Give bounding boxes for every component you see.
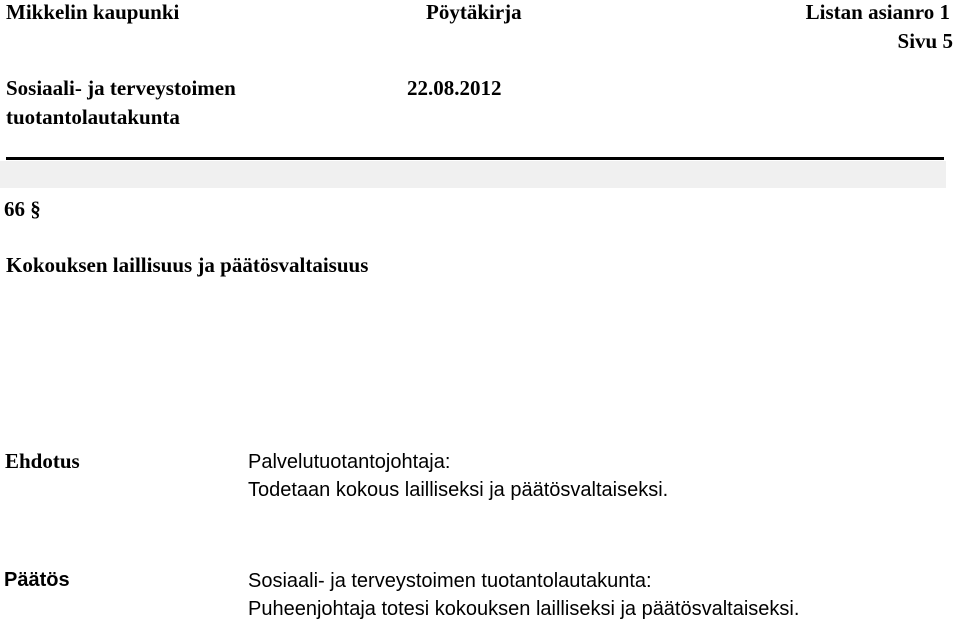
- page-number: Sivu 5: [897, 29, 953, 53]
- proposal-text-line2: Todetaan kokous lailliseksi ja päätösvaltaiseksi.: [248, 479, 669, 501]
- decision-label: Päätös: [4, 569, 70, 591]
- decision-text-line1: Sosiaali- ja terveystoimen tuotantolautakunta:: [248, 570, 652, 592]
- header-divider: [6, 157, 944, 160]
- municipality-name: Mikkelin kaupunki: [6, 0, 180, 24]
- list-item-number: Listan asianro 1: [805, 0, 950, 24]
- proposal-text-line1: Palvelutuotantojohtaja:: [248, 451, 451, 473]
- section-number: 66 §: [4, 197, 41, 221]
- shaded-band: [0, 161, 946, 188]
- decision-text-line2: Puheenjohtaja totesi kokouksen lailliseksi ja päätösvaltaiseksi.: [248, 598, 800, 620]
- committee-name-line2: tuotantolautakunta: [6, 105, 180, 129]
- proposal-label: Ehdotus: [5, 449, 80, 473]
- section-title: Kokouksen laillisuus ja päätösvaltaisuus: [6, 253, 369, 277]
- document-type: Pöytäkirja: [426, 0, 522, 24]
- meeting-date: 22.08.2012: [407, 76, 502, 100]
- committee-name-line1: Sosiaali- ja terveystoimen: [6, 76, 236, 100]
